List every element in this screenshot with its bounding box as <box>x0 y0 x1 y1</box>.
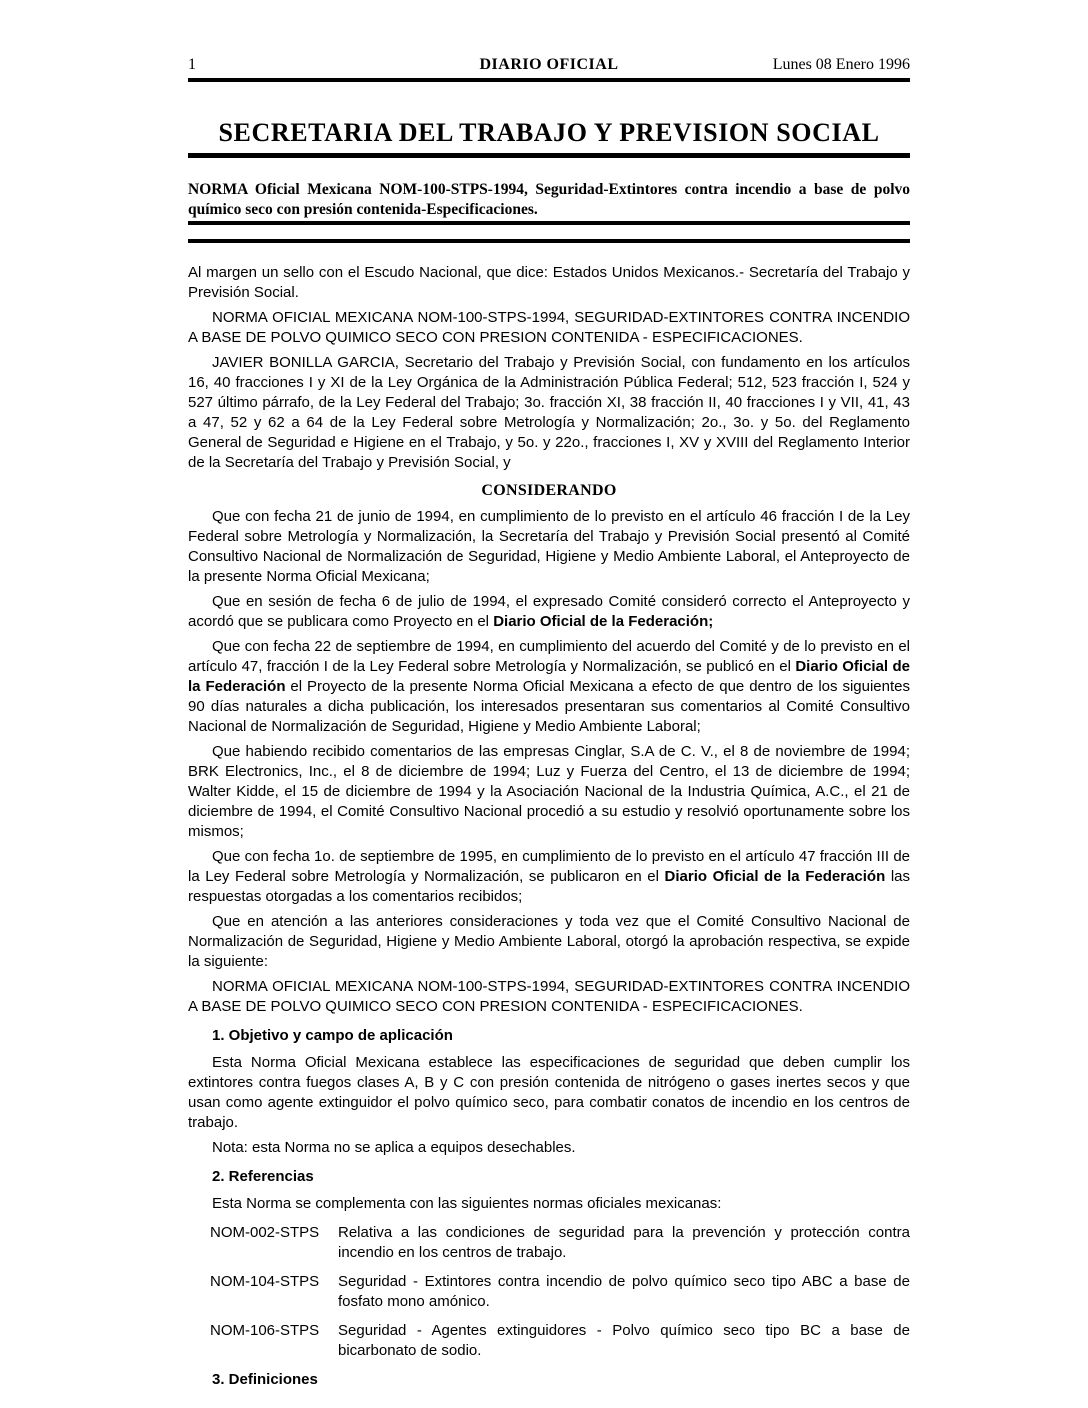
text-run: Esta Norma Oficial Mexicana establece las especificaciones de seguridad que deben cumplir los extintores contra fuegos clases A, B y C con presión contenida de nitrógeno o gases inertes secos y que usan como agente extinguidor el polvo químico seco, para combatir conatos de incendio en los centros de trabajo. <box>188 1054 910 1131</box>
text-run: CONSIDERANDO <box>481 482 617 499</box>
text-run: Al margen un sello con el Escudo Nacional, que dice: Estados Unidos Mexicanos.- Secretaría del Trabajo y Previsión Social. <box>188 264 910 301</box>
bold-run: Diario Oficial de la Federación <box>664 868 886 885</box>
reference-code: NOM-106-STPS <box>210 1322 320 1339</box>
text-run: el Proyecto de la presente Norma Oficial Mexicana a efecto de que dentro de los siguientes 90 días naturales a dicha publicación, los interesados presentaran sus comentarios al Comité Consultivo Nacional de Normalización de Seguridad, Higiene y Medio Ambiente Laboral; <box>188 678 910 735</box>
text-run: las respuestas otorgadas a los comentarios recibidos; <box>188 868 910 905</box>
reference-code: NOM-002-STPS <box>210 1224 320 1241</box>
text-run: Que habiendo recibido comentarios de las empresas Cinglar, S.A de C. V., el 8 de noviembre de 1994; BRK Electronics, Inc., el 8 de diciembre de 1994; Luz y Fuerza del Centro, el 13 de diciembre de 1994; Walter Kidde, el 15 de diciembre de 1994 y la Asociación Nacional de la Industria Química, A.C., el 21 de diciembre de 1994, el Comité Consultivo Nacional procedió a su estudio y resolvió oportunamente sobre los mismos; <box>188 743 910 840</box>
text-run: NORMA OFICIAL MEXICANA NOM-100-STPS-1994, SEGURIDAD-EXTINTORES CONTRA INCENDIO A BASE DE POLVO QUIMICO SECO CON PRESION CONTENIDA - ESPECIFICACIONES. <box>188 978 910 1015</box>
section-heading <box>212 1167 910 1187</box>
document-paragraph <box>188 742 910 842</box>
document-paragraph <box>188 308 910 348</box>
document-paragraph <box>188 263 910 303</box>
reference-row <box>188 1223 910 1263</box>
text-run: 3. Definiciones <box>212 1371 318 1388</box>
document-paragraph <box>188 507 910 587</box>
text-run: Que con fecha 21 de junio de 1994, en cumplimiento de lo previsto en el artículo 46 fracción I de la Ley Federal sobre Metrología y Normalización, la Secretaría del Trabajo y Previsión Social presentó al Comité Consultivo Nacional de Normalización de Seguridad, Higiene y Medio Ambiente Laboral, el Anteproyecto de la presente Norma Oficial Mexicana; <box>188 508 910 585</box>
section-heading <box>212 1370 910 1390</box>
document-paragraph <box>188 847 910 907</box>
text-run: JAVIER BONILLA GARCIA, Secretario del Trabajo y Previsión Social, con fundamento en los artículos 16, 40 fracciones I y XI de la Ley Orgánica de la Administración Pública Federal; 512, 523 fracción I, 524 y 527 último párrafo, de la Ley Federal del Trabajo; 3o. fracción XI, 38 fracción II, 40 fracciones I y VII, 41, 43 a 47, 52 y 62 a 64 de la Ley Federal sobre Metrología y Normalización; 2o., 3o. y 5o. del Reglamento General de Seguridad e Higiene en el Trabajo, y 5o. y 22o., fracciones I, XV y XVIII del Reglamento Interior de la Secretaría del Trabajo y Previsión Social, y <box>188 354 910 471</box>
norm-subject: NORMA Oficial Mexicana NOM-100-STPS-1994, Seguridad-Extintores contra incendio a base de polvo químico seco con presión contenida-Especificaciones. <box>188 181 910 218</box>
document-paragraph <box>188 1138 910 1158</box>
document-body <box>188 263 910 1390</box>
reference-row <box>188 1321 910 1361</box>
page-header <box>188 56 910 74</box>
document-paragraph <box>188 1194 910 1214</box>
text-run: 1. Objetivo y campo de aplicación <box>212 1027 453 1044</box>
subject-underline-rule <box>188 221 910 225</box>
reference-description: Seguridad - Agentes extinguidores - Polvo químico seco tipo BC a base de bicarbonato de sodio. <box>338 1322 910 1359</box>
page-number: 1 <box>188 56 196 73</box>
text-run: Esta Norma se complementa con las siguientes normas oficiales mexicanas: <box>212 1195 722 1212</box>
publication-title: DIARIO OFICIAL <box>479 56 619 73</box>
bold-run: Diario Oficial de la Federación <box>188 658 911 695</box>
divider-rule <box>188 239 910 243</box>
text-run: Que en atención a las anteriores consideraciones y toda vez que el Comité Consultivo Nacional de Normalización de Seguridad, Higiene y Medio Ambiente Laboral, otorgó la aprobación respectiva, se expide la siguiente: <box>188 913 910 970</box>
document-paragraph <box>188 1053 910 1133</box>
title-rule <box>188 153 910 158</box>
page-content <box>188 0 910 1397</box>
text-run: 2. Referencias <box>212 1168 314 1185</box>
reference-row <box>188 1272 910 1312</box>
document-paragraph <box>188 637 910 737</box>
document-paragraph <box>188 353 910 473</box>
reference-description: Relativa a las condiciones de seguridad para la prevención y protección contra incendio en los centros de trabajo. <box>338 1224 910 1261</box>
header-rule <box>188 78 910 82</box>
text-run: Que con fecha 1o. de septiembre de 1995, en cumplimiento de lo previsto en el artículo 47 fracción III de la Ley Federal sobre Metrología y Normalización, se publicaron en el <box>188 848 910 885</box>
text-run: Nota: esta Norma no se aplica a equipos desechables. <box>212 1139 576 1156</box>
reference-description: Seguridad - Extintores contra incendio de polvo químico seco tipo ABC a base de fosfato mono amónico. <box>338 1273 910 1310</box>
secretariat-title: SECRETARIA DEL TRABAJO Y PREVISION SOCIAL <box>218 118 880 147</box>
text-run: Que en sesión de fecha 6 de julio de 1994, el expresado Comité consideró correcto el Anteproyecto y acordó que se publicara como Proyecto en el <box>188 593 910 630</box>
document-paragraph <box>188 977 910 1017</box>
considerando-heading <box>188 481 910 501</box>
issue-date: Lunes 08 Enero 1996 <box>772 56 910 73</box>
section-heading <box>212 1026 910 1046</box>
document-paragraph <box>188 592 910 632</box>
bold-run: Diario Oficial de la Federación; <box>493 613 714 630</box>
text-run: NORMA OFICIAL MEXICANA NOM-100-STPS-1994, SEGURIDAD-EXTINTORES CONTRA INCENDIO A BASE DE POLVO QUIMICO SECO CON PRESION CONTENIDA - ESPECIFICACIONES. <box>188 309 910 346</box>
reference-code: NOM-104-STPS <box>210 1273 320 1290</box>
document-paragraph <box>188 912 910 972</box>
text-run: Que con fecha 22 de septiembre de 1994, en cumplimiento del acuerdo del Comité y de lo previsto en el artículo 47, fracción I de la Ley Federal sobre Metrología y Normalización, se publicó en el <box>188 638 910 675</box>
